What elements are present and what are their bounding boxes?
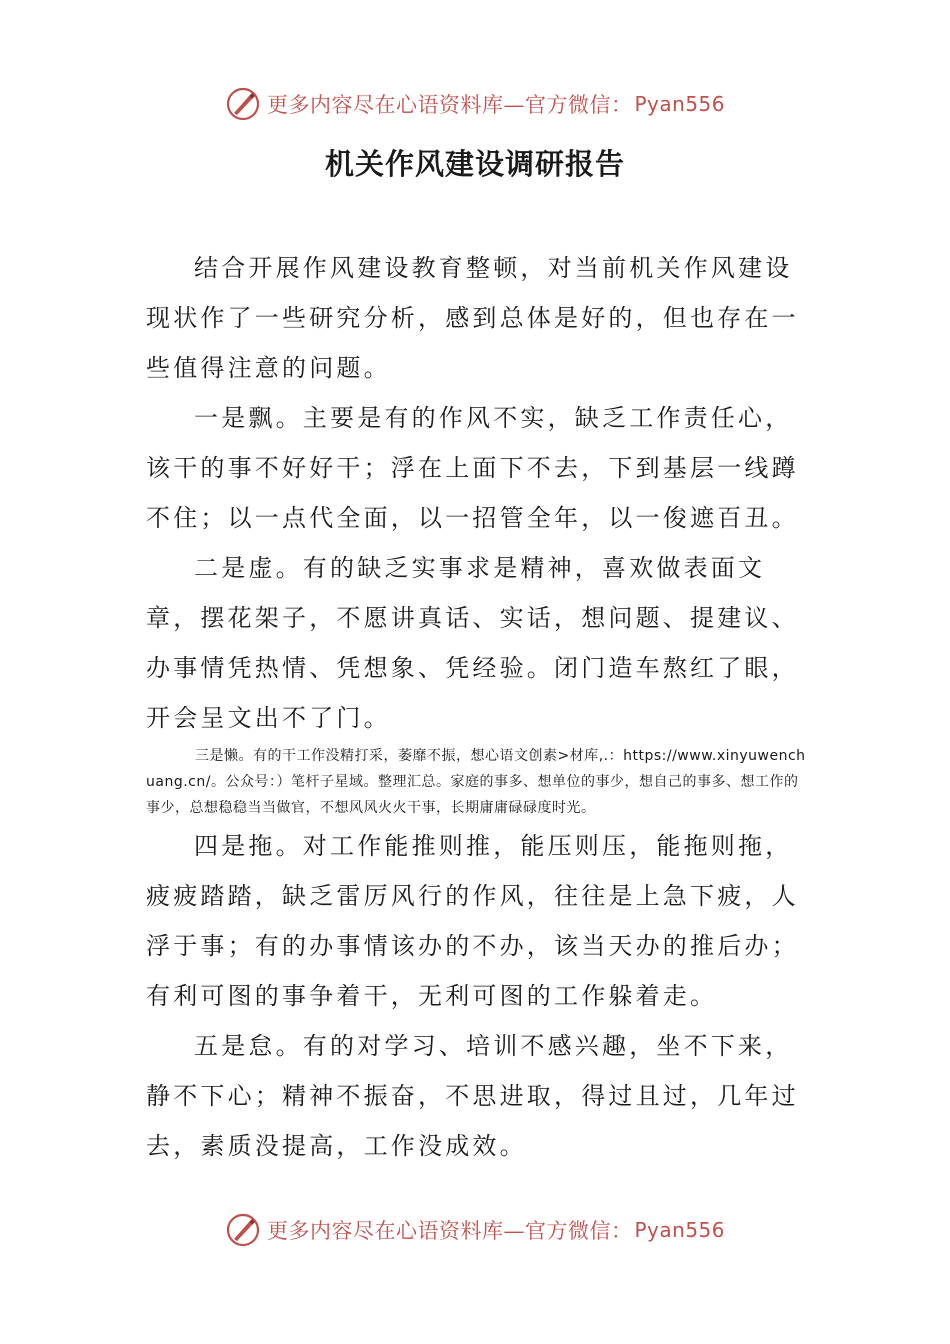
paragraph-xu: 二是虚。有的缺乏实事求是精神，喜欢做表面文章，摆花架子，不愿讲真话、实话，想问题、提建议、办事情凭热情、凭想象、凭经验。闭门造车熬红了眼，开会呈文出不了门。 (146, 554, 799, 732)
document-title: 机关作风建设调研报告 (324, 147, 625, 181)
banner-text: 更多内容尽在心语资料库—官方微信： (266, 1219, 633, 1243)
paragraph-dai: 五是怠。有的对学习、培训不感兴趣，坐不下来，静不下心；精神不振奋，不思进取，得过且过，几年过去，素质没提高，工作没成效。 (146, 1032, 799, 1160)
banner-text: 更多内容尽在心语资料库—官方微信： (266, 93, 633, 117)
banner-wechat-id: Pyan556 (634, 92, 725, 116)
header-banner (0, 82, 950, 126)
pen-logo-icon (225, 1212, 261, 1248)
paragraph-tuo: 四是拖。对工作能推则推，能压则压，能拖则拖，疲疲踏踏，缺乏雷厉风行的作风，往往是上急下疲，人浮于事；有的办事情该办的不办，该当天办的推后办；有利可图的事争着干，无利可图的工作躲着走。 (146, 832, 799, 1010)
paragraph-lan: 三是懒。有的干工作没精打采，萎靡不振，想心语文创素>材库,.：https://www.xinyuwenchuang.cn/。公众号：）笔杆子星域。整理汇总。家庭的事多、想单位的事少，想自己的事多、想工作的事少，总想稳稳当当做官，不想风风火火干事，长期庸庸碌碌度时光。 (146, 748, 806, 816)
paragraph-intro: 结合开展作风建设教育整顿，对当前机关作风建设现状作了一些研究分析，感到总体是好的，但也存在一些值得注意的问题。 (146, 254, 799, 382)
pen-logo-icon (225, 86, 261, 122)
banner-wechat-id: Pyan556 (634, 1218, 725, 1242)
paragraph-piao: 一是飘。主要是有的作风不实，缺乏工作责任心，该干的事不好好干；浮在上面下不去，下到基层一线蹲不住；以一点代全面，以一招管全年，以一俊遮百丑。 (146, 404, 799, 532)
document-body (146, 243, 806, 1171)
footer-banner (0, 1208, 950, 1252)
